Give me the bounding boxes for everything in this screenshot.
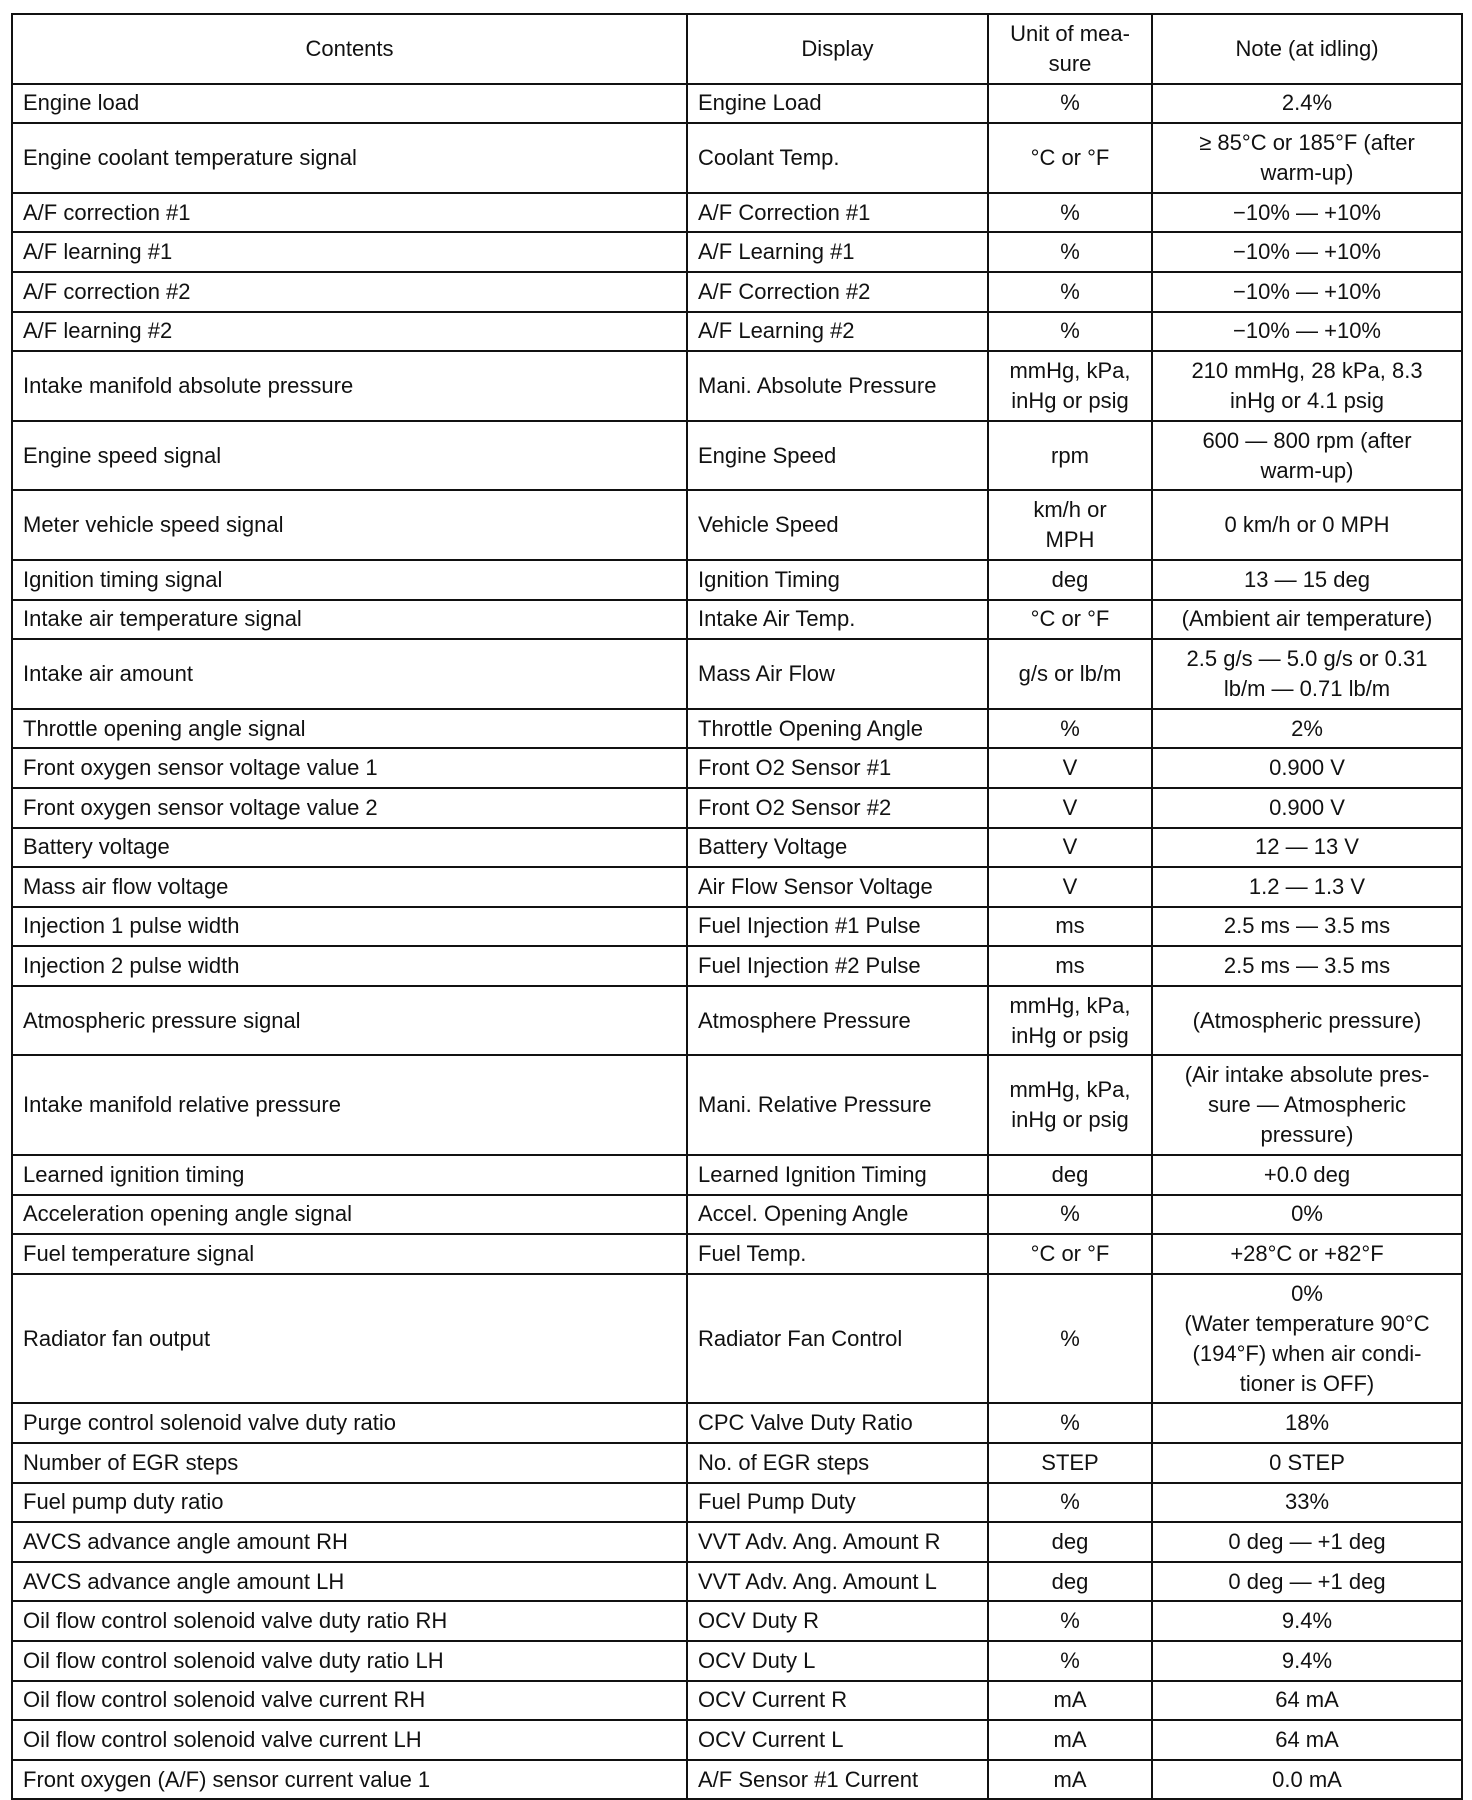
table-row: [12, 600, 1462, 640]
note-cell: 2.5 ms — 3.5 ms: [1152, 907, 1462, 947]
display-cell: Throttle Opening Angle: [687, 709, 988, 749]
header-note: Note (at idling): [1152, 14, 1462, 84]
table-row: [12, 232, 1462, 272]
contents-cell: Injection 2 pulse width: [12, 946, 687, 986]
contents-cell: Radiator fan output: [12, 1274, 687, 1404]
note-cell: 13 — 15 deg: [1152, 560, 1462, 600]
contents-cell: A/F correction #2: [12, 272, 687, 312]
contents-cell: Meter vehicle speed signal: [12, 490, 687, 560]
unit-cell: %: [988, 272, 1152, 312]
note-cell: (Air intake absolute pres- sure — Atmospheric pressure): [1152, 1055, 1462, 1155]
table-row: [12, 490, 1462, 560]
display-cell: Coolant Temp.: [687, 123, 988, 193]
display-cell: OCV Duty L: [687, 1641, 988, 1681]
table-row: [12, 1641, 1462, 1681]
note-cell: 64 mA: [1152, 1681, 1462, 1721]
contents-cell: Atmospheric pressure signal: [12, 986, 687, 1056]
note-cell: 1.2 — 1.3 V: [1152, 867, 1462, 907]
note-cell: 2.4%: [1152, 84, 1462, 124]
note-cell: 0 deg — +1 deg: [1152, 1562, 1462, 1602]
table-row: [12, 1522, 1462, 1562]
note-cell: 64 mA: [1152, 1720, 1462, 1760]
contents-cell: Throttle opening angle signal: [12, 709, 687, 749]
display-cell: A/F Correction #1: [687, 193, 988, 233]
note-cell: 9.4%: [1152, 1641, 1462, 1681]
display-cell: OCV Current L: [687, 1720, 988, 1760]
table-row: [12, 272, 1462, 312]
note-cell: 0.900 V: [1152, 788, 1462, 828]
table-row: [12, 193, 1462, 233]
unit-cell: %: [988, 193, 1152, 233]
contents-cell: Intake air temperature signal: [12, 600, 687, 640]
header-contents: Contents: [12, 14, 687, 84]
unit-cell: mmHg, kPa, inHg or psig: [988, 1055, 1152, 1155]
contents-cell: AVCS advance angle amount LH: [12, 1562, 687, 1602]
note-cell: 33%: [1152, 1483, 1462, 1523]
table-row: [12, 1601, 1462, 1641]
display-cell: A/F Sensor #1 Current: [687, 1760, 988, 1800]
unit-cell: km/h or MPH: [988, 490, 1152, 560]
display-cell: OCV Duty R: [687, 1601, 988, 1641]
unit-cell: ms: [988, 907, 1152, 947]
display-cell: Fuel Injection #1 Pulse: [687, 907, 988, 947]
contents-cell: Battery voltage: [12, 828, 687, 868]
unit-cell: STEP: [988, 1443, 1152, 1483]
display-cell: Accel. Opening Angle: [687, 1195, 988, 1235]
display-cell: Battery Voltage: [687, 828, 988, 868]
note-cell: (Atmospheric pressure): [1152, 986, 1462, 1056]
unit-cell: %: [988, 84, 1152, 124]
display-cell: Intake Air Temp.: [687, 600, 988, 640]
table-row: [12, 123, 1462, 193]
unit-cell: V: [988, 748, 1152, 788]
unit-cell: V: [988, 788, 1152, 828]
note-cell: −10% — +10%: [1152, 232, 1462, 272]
header-display: Display: [687, 14, 988, 84]
unit-cell: g/s or lb/m: [988, 639, 1152, 709]
contents-cell: Engine load: [12, 84, 687, 124]
display-cell: CPC Valve Duty Ratio: [687, 1403, 988, 1443]
table-row: [12, 709, 1462, 749]
display-cell: VVT Adv. Ang. Amount R: [687, 1522, 988, 1562]
unit-cell: °C or °F: [988, 600, 1152, 640]
table-row: [12, 1055, 1462, 1155]
unit-cell: deg: [988, 1562, 1152, 1602]
note-cell: −10% — +10%: [1152, 312, 1462, 352]
contents-cell: Mass air flow voltage: [12, 867, 687, 907]
contents-cell: Injection 1 pulse width: [12, 907, 687, 947]
note-cell: 18%: [1152, 1403, 1462, 1443]
display-cell: A/F Correction #2: [687, 272, 988, 312]
table-row: [12, 1443, 1462, 1483]
table-row: [12, 1155, 1462, 1195]
contents-cell: A/F correction #1: [12, 193, 687, 233]
unit-cell: °C or °F: [988, 123, 1152, 193]
data-monitor-table: [11, 13, 1463, 1800]
unit-cell: %: [988, 1641, 1152, 1681]
contents-cell: A/F learning #1: [12, 232, 687, 272]
display-cell: Radiator Fan Control: [687, 1274, 988, 1404]
display-cell: Front O2 Sensor #1: [687, 748, 988, 788]
display-cell: Mass Air Flow: [687, 639, 988, 709]
note-cell: 0.900 V: [1152, 748, 1462, 788]
table-row: [12, 84, 1462, 124]
display-cell: A/F Learning #2: [687, 312, 988, 352]
unit-cell: rpm: [988, 421, 1152, 491]
note-cell: +28°C or +82°F: [1152, 1234, 1462, 1274]
table-row: [12, 351, 1462, 421]
contents-cell: Learned ignition timing: [12, 1155, 687, 1195]
contents-cell: Oil flow control solenoid valve duty ratio RH: [12, 1601, 687, 1641]
unit-cell: %: [988, 709, 1152, 749]
display-cell: Learned Ignition Timing: [687, 1155, 988, 1195]
display-cell: VVT Adv. Ang. Amount L: [687, 1562, 988, 1602]
contents-cell: Fuel temperature signal: [12, 1234, 687, 1274]
table-row: [12, 986, 1462, 1056]
contents-cell: Oil flow control solenoid valve current LH: [12, 1720, 687, 1760]
note-cell: 0% (Water temperature 90°C (194°F) when air condi- tioner is OFF): [1152, 1274, 1462, 1404]
note-cell: 0 STEP: [1152, 1443, 1462, 1483]
unit-cell: deg: [988, 560, 1152, 600]
contents-cell: Purge control solenoid valve duty ratio: [12, 1403, 687, 1443]
table-row: [12, 1562, 1462, 1602]
unit-cell: mA: [988, 1720, 1152, 1760]
contents-cell: Number of EGR steps: [12, 1443, 687, 1483]
display-cell: Vehicle Speed: [687, 490, 988, 560]
contents-cell: Fuel pump duty ratio: [12, 1483, 687, 1523]
contents-cell: Ignition timing signal: [12, 560, 687, 600]
table-row: [12, 421, 1462, 491]
note-cell: 2.5 g/s — 5.0 g/s or 0.31 lb/m — 0.71 lb/m: [1152, 639, 1462, 709]
contents-cell: A/F learning #2: [12, 312, 687, 352]
unit-cell: deg: [988, 1522, 1152, 1562]
unit-cell: mmHg, kPa, inHg or psig: [988, 351, 1152, 421]
unit-cell: V: [988, 867, 1152, 907]
table-row: [12, 1681, 1462, 1721]
contents-cell: Front oxygen sensor voltage value 1: [12, 748, 687, 788]
unit-cell: %: [988, 1195, 1152, 1235]
note-cell: −10% — +10%: [1152, 193, 1462, 233]
unit-cell: mmHg, kPa, inHg or psig: [988, 986, 1152, 1056]
table-row: [12, 639, 1462, 709]
table-row: [12, 1760, 1462, 1800]
display-cell: OCV Current R: [687, 1681, 988, 1721]
note-cell: 600 — 800 rpm (after warm-up): [1152, 421, 1462, 491]
contents-cell: Oil flow control solenoid valve duty ratio LH: [12, 1641, 687, 1681]
table-row: [12, 748, 1462, 788]
unit-cell: %: [988, 1403, 1152, 1443]
unit-cell: °C or °F: [988, 1234, 1152, 1274]
note-cell: 2%: [1152, 709, 1462, 749]
contents-cell: Oil flow control solenoid valve current RH: [12, 1681, 687, 1721]
note-cell: −10% — +10%: [1152, 272, 1462, 312]
display-cell: Air Flow Sensor Voltage: [687, 867, 988, 907]
table-row: [12, 1274, 1462, 1404]
unit-cell: mA: [988, 1760, 1152, 1800]
table-row: [12, 1234, 1462, 1274]
display-cell: Atmosphere Pressure: [687, 986, 988, 1056]
unit-cell: %: [988, 312, 1152, 352]
note-cell: 0 deg — +1 deg: [1152, 1522, 1462, 1562]
note-cell: 12 — 13 V: [1152, 828, 1462, 868]
contents-cell: Front oxygen sensor voltage value 2: [12, 788, 687, 828]
display-cell: Front O2 Sensor #2: [687, 788, 988, 828]
note-cell: ≥ 85°C or 185°F (after warm-up): [1152, 123, 1462, 193]
table-row: [12, 828, 1462, 868]
unit-cell: %: [988, 1601, 1152, 1641]
unit-cell: %: [988, 232, 1152, 272]
header-row: [12, 14, 1462, 84]
unit-cell: %: [988, 1483, 1152, 1523]
note-cell: 2.5 ms — 3.5 ms: [1152, 946, 1462, 986]
header-unit: Unit of mea- sure: [988, 14, 1152, 84]
table-row: [12, 312, 1462, 352]
unit-cell: mA: [988, 1681, 1152, 1721]
contents-cell: Acceleration opening angle signal: [12, 1195, 687, 1235]
unit-cell: %: [988, 1274, 1152, 1404]
contents-cell: Intake manifold relative pressure: [12, 1055, 687, 1155]
contents-cell: Engine coolant temperature signal: [12, 123, 687, 193]
note-cell: 0 km/h or 0 MPH: [1152, 490, 1462, 560]
display-cell: Fuel Pump Duty: [687, 1483, 988, 1523]
note-cell: +0.0 deg: [1152, 1155, 1462, 1195]
display-cell: Fuel Temp.: [687, 1234, 988, 1274]
note-cell: 0%: [1152, 1195, 1462, 1235]
contents-cell: Front oxygen (A/F) sensor current value 1: [12, 1760, 687, 1800]
display-cell: Fuel Injection #2 Pulse: [687, 946, 988, 986]
display-cell: Mani. Absolute Pressure: [687, 351, 988, 421]
table-row: [12, 867, 1462, 907]
display-cell: No. of EGR steps: [687, 1443, 988, 1483]
contents-cell: Intake air amount: [12, 639, 687, 709]
display-cell: Ignition Timing: [687, 560, 988, 600]
table-row: [12, 560, 1462, 600]
note-cell: (Ambient air temperature): [1152, 600, 1462, 640]
table-row: [12, 1403, 1462, 1443]
note-cell: 210 mmHg, 28 kPa, 8.3 inHg or 4.1 psig: [1152, 351, 1462, 421]
table-row: [12, 1195, 1462, 1235]
table-row: [12, 1483, 1462, 1523]
contents-cell: Intake manifold absolute pressure: [12, 351, 687, 421]
display-cell: A/F Learning #1: [687, 232, 988, 272]
contents-cell: AVCS advance angle amount RH: [12, 1522, 687, 1562]
unit-cell: deg: [988, 1155, 1152, 1195]
display-cell: Engine Speed: [687, 421, 988, 491]
table-row: [12, 907, 1462, 947]
table-row: [12, 946, 1462, 986]
contents-cell: Engine speed signal: [12, 421, 687, 491]
unit-cell: ms: [988, 946, 1152, 986]
table-row: [12, 788, 1462, 828]
unit-cell: V: [988, 828, 1152, 868]
note-cell: 9.4%: [1152, 1601, 1462, 1641]
display-cell: Engine Load: [687, 84, 988, 124]
display-cell: Mani. Relative Pressure: [687, 1055, 988, 1155]
note-cell: 0.0 mA: [1152, 1760, 1462, 1800]
table-body: [12, 84, 1462, 1800]
